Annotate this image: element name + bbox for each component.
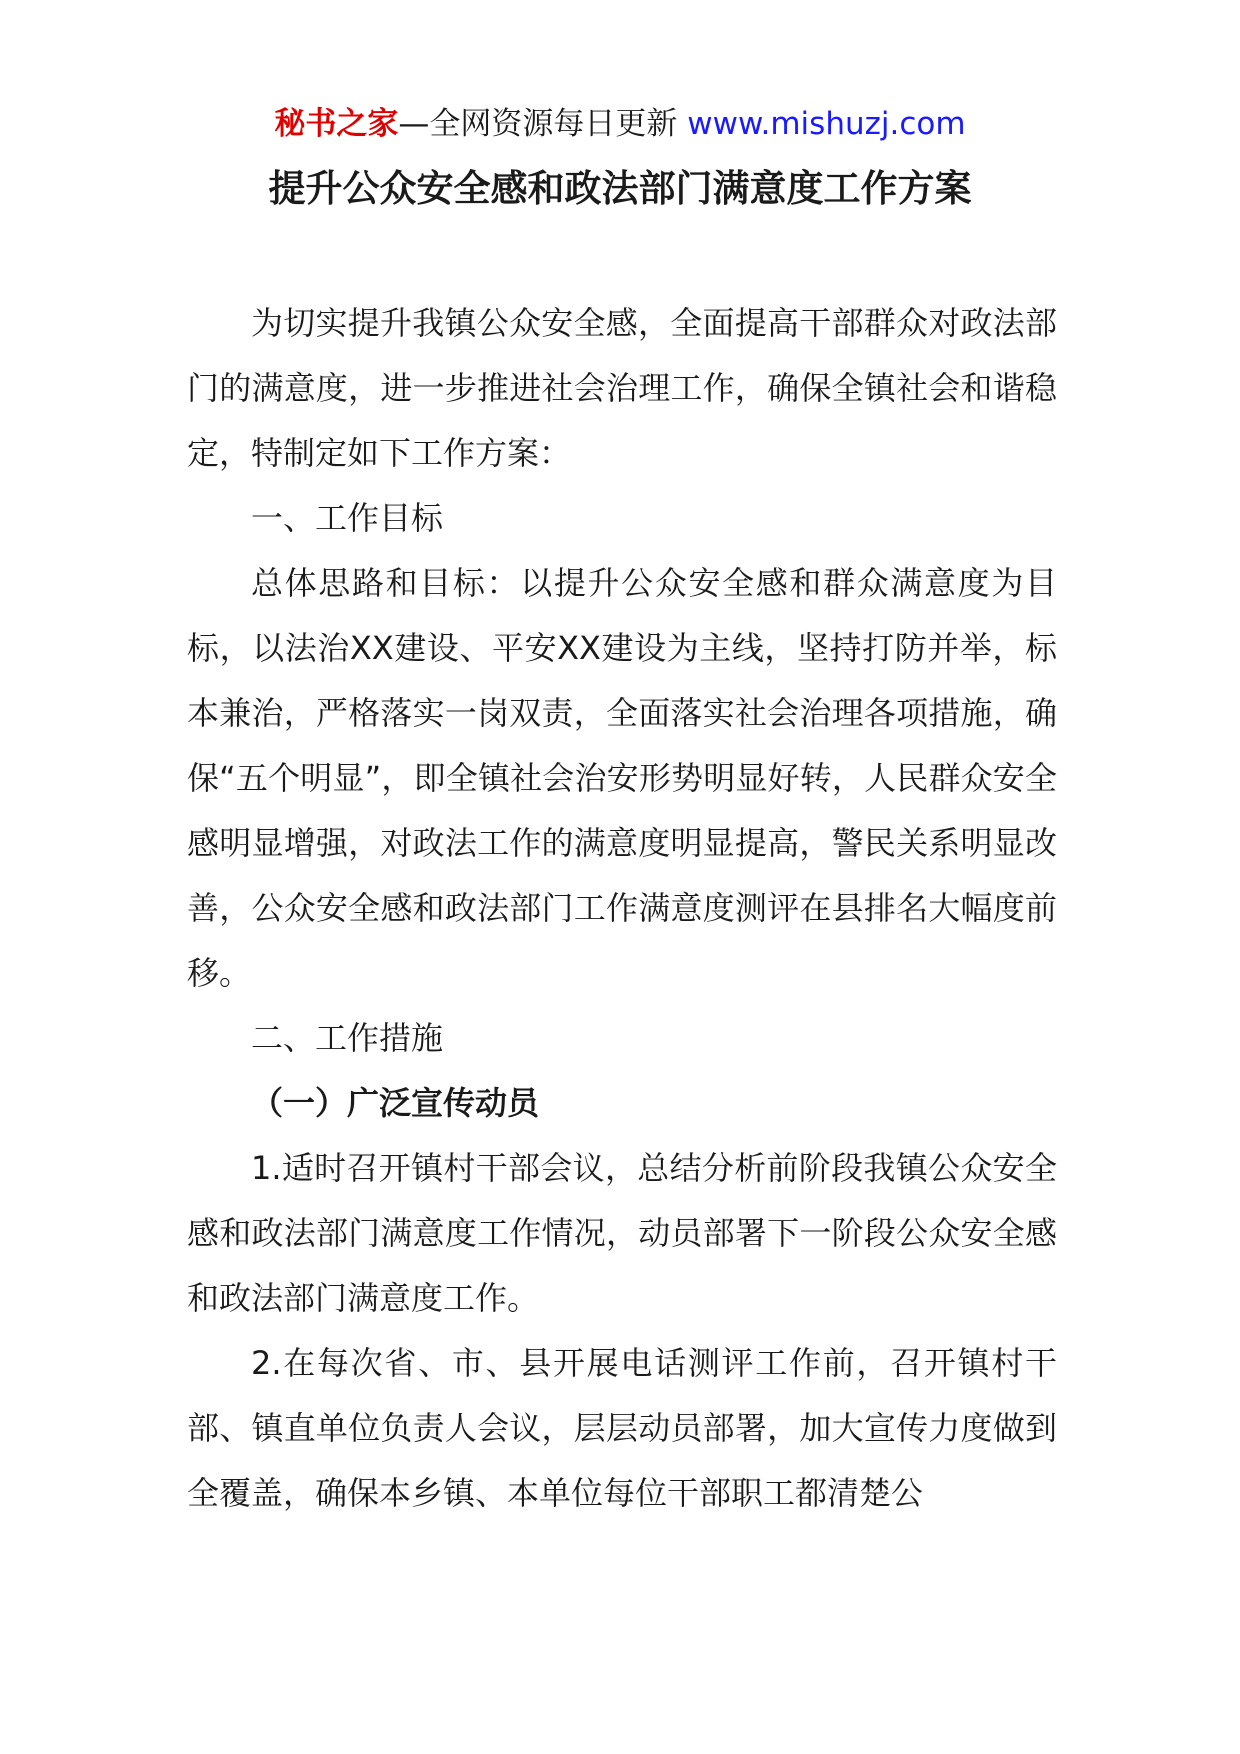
measure-item-2: 2.在每次省、市、县开展电话测评工作前，召开镇村干部、镇直单位负责人会议，层层动员部署，加大宣传力度做到全覆盖，确保本乡镇、本单位每位干部职工都清楚公 [187, 1344, 1057, 1512]
section-heading-measures: 二、工作措施 [251, 1019, 444, 1057]
subsection-heading-publicity: （一）广泛宣传动员 [251, 1084, 540, 1122]
section-heading-goals: 一、工作目标 [251, 499, 444, 537]
document-title: 提升公众安全感和政法部门满意度工作方案 [268, 167, 972, 210]
goals-paragraph: 总体思路和目标：以提升公众安全感和群众满意度为目标，以法治XX建设、平安XX建设为主线，坚持打防并举，标本兼治，严格落实一岗双责，全面落实社会治理各项措施，确保“五个明显”，即全镇社会治安形势明显好转，人民群众安全感明显增强，对政法工作的满意度明显提高，警民关系明显改善，公众安全感和政法部门工作满意度测评在县排名大幅度前移。 [187, 564, 1057, 992]
measure-item-1: 1.适时召开镇村干部会议，总结分析前阶段我镇公众安全感和政法部门满意度工作情况，动员部署下一阶段公众安全感和政法部门满意度工作。 [187, 1149, 1057, 1317]
document-body [187, 291, 1057, 1526]
brand-name: 秘书之家 [274, 106, 399, 142]
website-link[interactable]: www.mishuzj.com [687, 106, 966, 142]
intro-paragraph: 为切实提升我镇公众安全感，全面提高干部群众对政法部门的满意度，进一步推进社会治理工作，确保全镇社会和谐稳定，特制定如下工作方案： [187, 304, 1057, 472]
banner-slogan: —全网资源每日更新 [398, 106, 688, 142]
site-banner [0, 104, 1240, 144]
